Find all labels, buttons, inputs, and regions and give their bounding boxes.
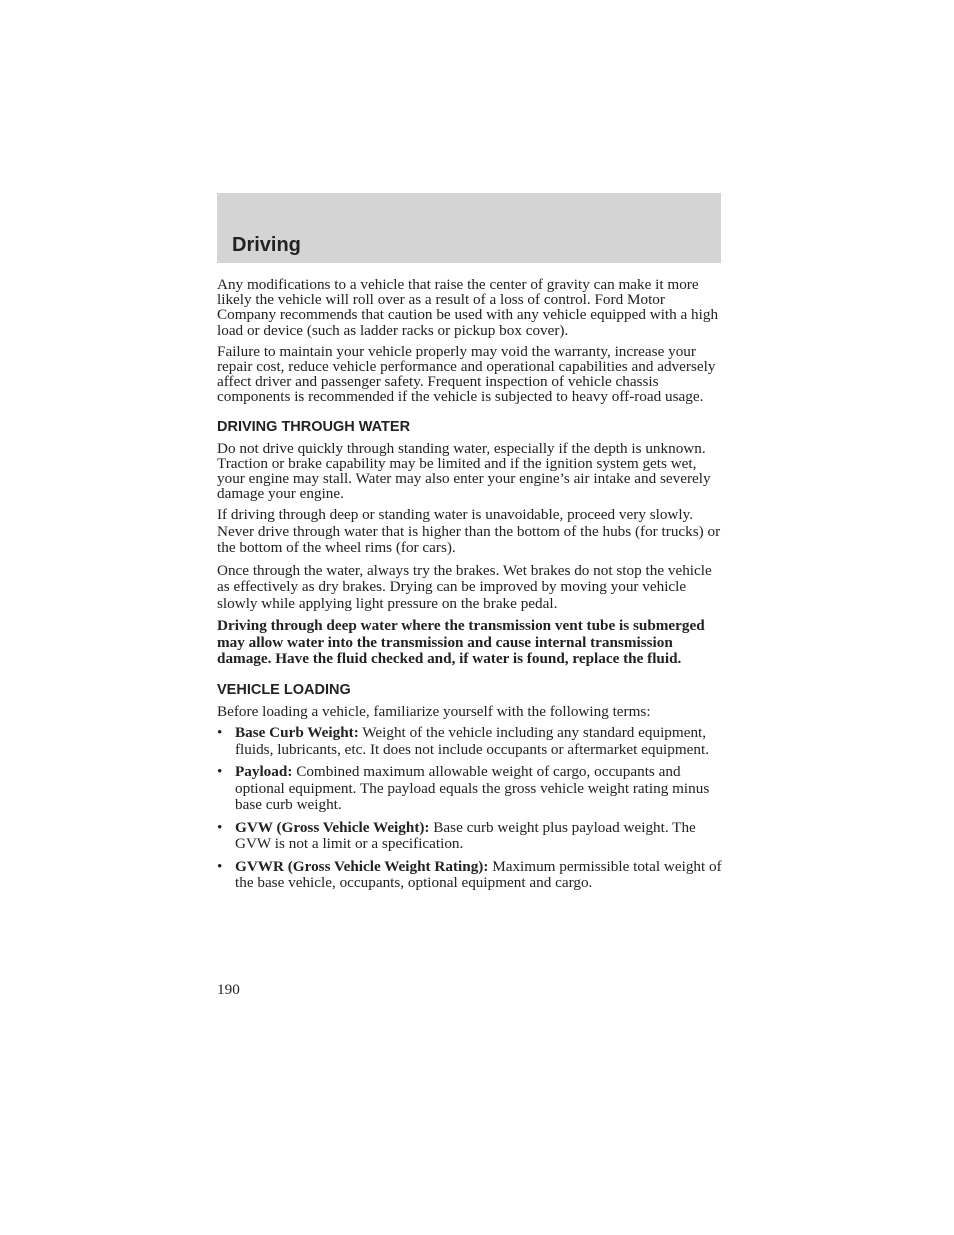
page-content bbox=[217, 277, 722, 898]
water-paragraph-1: Do not drive quickly through standing water, especially if the depth is unknown. Traction or brake capability may be limited and if the ignition system gets wet, your engine may stall. Water may also enter your engine’s air intake and severely damage your engine. bbox=[217, 439, 711, 503]
water-section-heading: DRIVING THROUGH WATER bbox=[217, 418, 411, 435]
intro-paragraph-1: Any modifications to a vehicle that raise the center of gravity can make it more likely the vehicle will roll over as a result of a loss of control. Ford Motor Company recommends that caution be used with any vehicle equipped with a high load or device (such as ladder racks or pickup box cover). bbox=[217, 276, 719, 339]
intro-paragraph-2: Failure to maintain your vehicle properly may void the warranty, increase your repair cost, reduce vehicle performance and operational capabilities and adversely affect driver and passenger safety. Frequent inspection of vehicle chassis components is recommended if the vehicle is subjected to heavy off-road usage. bbox=[217, 342, 716, 406]
term-label: Base Curb Weight: bbox=[235, 724, 359, 742]
loading-section-heading: VEHICLE LOADING bbox=[217, 681, 351, 698]
water-paragraph-3: Once through the water, always try the brakes. Wet brakes do not stop the vehicle as effectively as dry brakes. Drying can be improved by moving your vehicle slowly while applying light pressure on the brake pedal. bbox=[217, 561, 712, 612]
list-item bbox=[217, 764, 722, 814]
section-title: Driving bbox=[232, 234, 301, 256]
term-definition: Maximum permissible total weight of the base vehicle, occupants, optional equipment and cargo. bbox=[235, 857, 722, 892]
transmission-warning: Driving through deep water where the transmission vent tube is submerged may allow water into the transmission and cause internal transmission damage. Have the fluid checked and, if water is found, replace the fluid. bbox=[217, 617, 705, 668]
term-definition: Weight of the vehicle including any standard equipment, fluids, lubricants, etc. It does not include occupants or aftermarket equipment. bbox=[235, 724, 710, 758]
term-label: GVW (Gross Vehicle Weight): bbox=[235, 818, 430, 836]
term-label: GVWR (Gross Vehicle Weight Rating): bbox=[235, 857, 489, 875]
water-paragraph-2: If driving through deep or standing water is unavoidable, proceed very slowly. Never drive through water that is higher than the bottom of the hubs (for trucks) or the bottom of the wheel rims (for cars). bbox=[217, 506, 721, 557]
term-label: Payload: bbox=[235, 763, 293, 781]
bullet-icon: • bbox=[217, 763, 223, 781]
bullet-icon: • bbox=[217, 724, 223, 742]
page-number: 190 bbox=[217, 981, 240, 998]
section-header-band bbox=[217, 193, 721, 263]
term-definition: Base curb weight plus payload weight. The GVW is not a limit or a specification. bbox=[235, 818, 696, 853]
list-item bbox=[217, 725, 722, 758]
term-definition: Combined maximum allowable weight of cargo, occupants and optional equipment. The payload equals the gross vehicle weight rating minus base curb weight. bbox=[235, 763, 710, 814]
loading-intro: Before loading a vehicle, familiarize yourself with the following terms: bbox=[217, 702, 651, 720]
list-item bbox=[217, 859, 722, 892]
bullet-icon: • bbox=[217, 818, 223, 836]
list-item bbox=[217, 820, 722, 853]
loading-terms-list bbox=[217, 725, 722, 892]
bullet-icon: • bbox=[217, 857, 223, 875]
